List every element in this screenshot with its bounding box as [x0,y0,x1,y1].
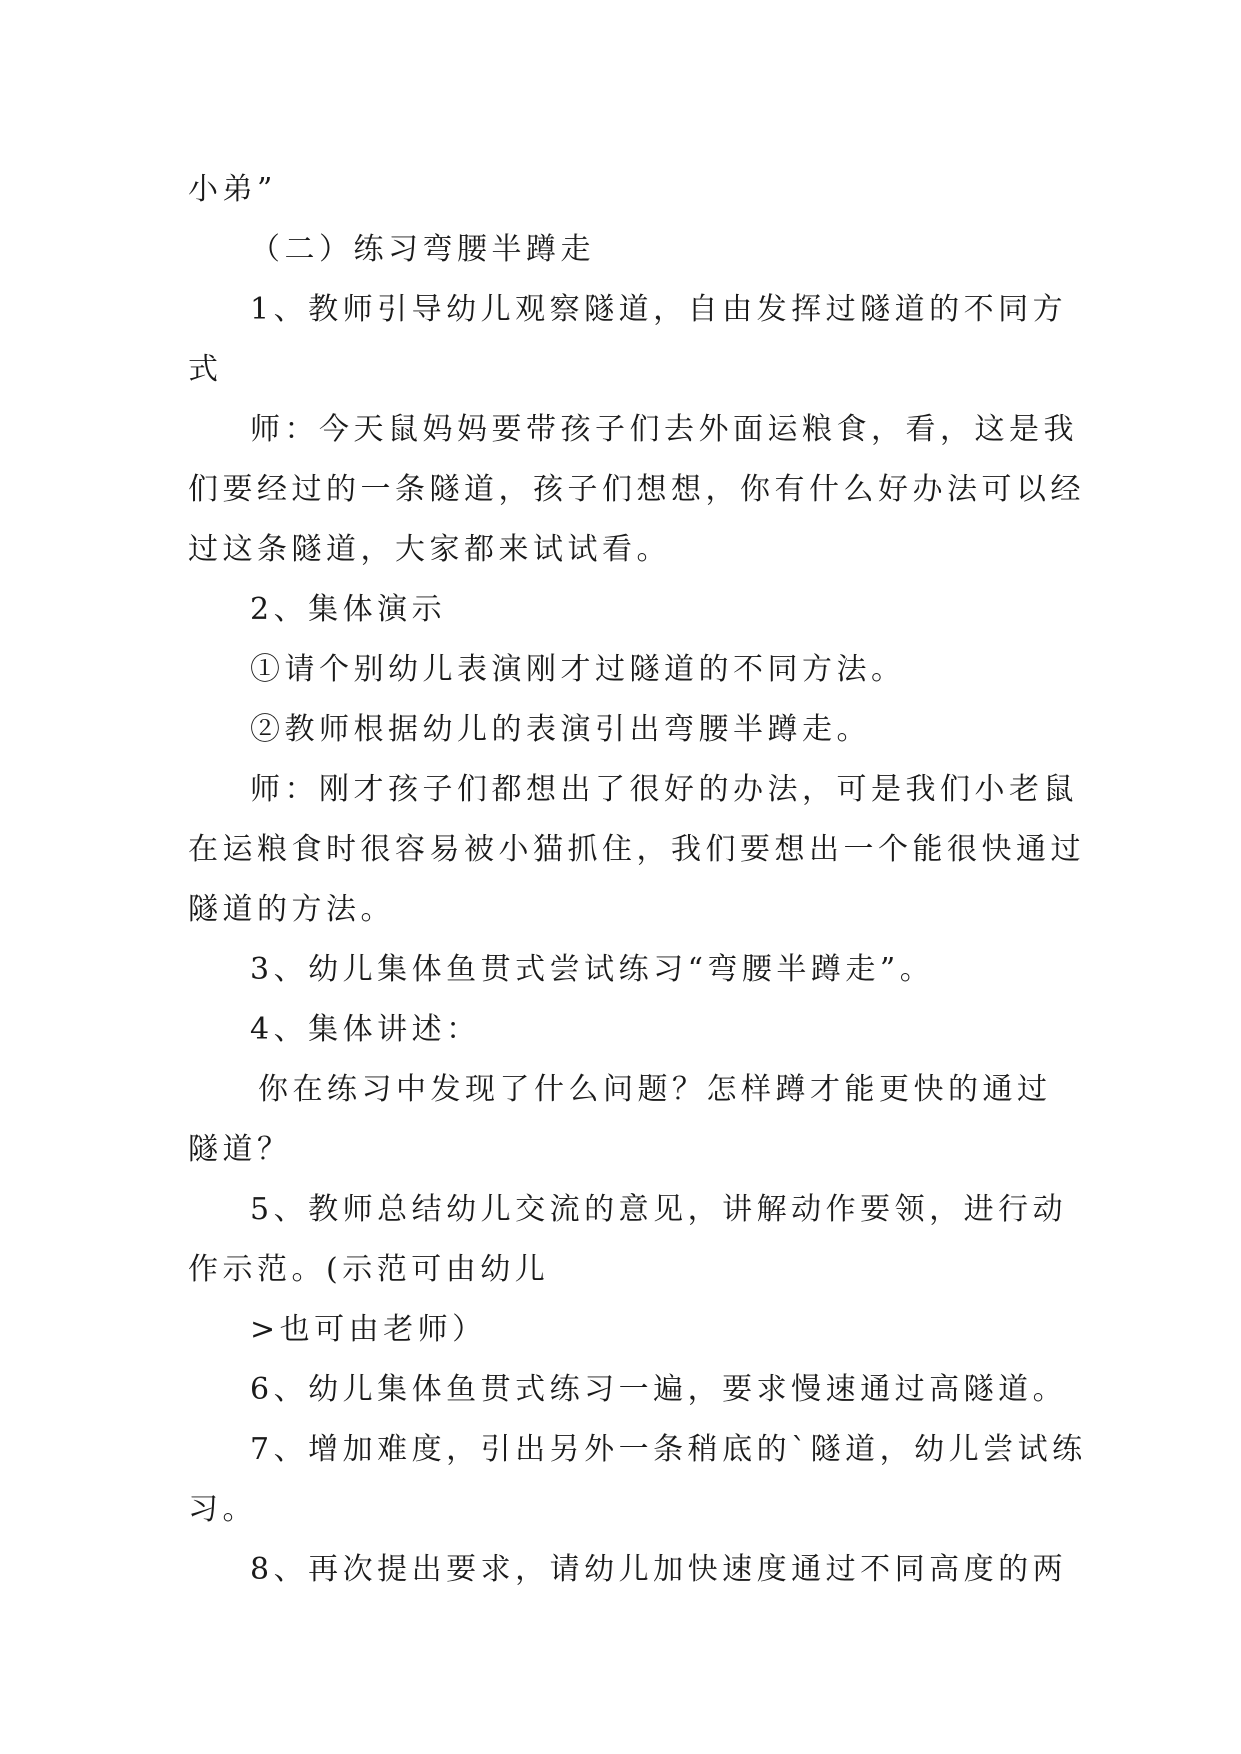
text-line: 隧道？ [188,1132,292,1167]
text-line: 隧道的方法。 [188,892,395,927]
text-line: 过这条隧道，大家都来试试看。 [188,532,671,567]
text-line: 们要经过的一条隧道，孩子们想想，你有什么好办法可以经 [188,472,1085,507]
document-page [188,160,1087,1600]
section-heading: （二）练习弯腰半蹲走 [250,232,595,267]
text-line: 式 [188,352,223,387]
text-line: ①请个别幼儿表演刚才过隧道的不同方法。 [250,652,906,687]
text-line: 习。 [188,1492,257,1527]
text-line: 你在练习中发现了什么问题？怎样蹲才能更快的通过 [258,1072,1052,1107]
text-line: 8、再次提出要求，请幼儿加快速度通过不同高度的两 [250,1552,1068,1587]
text-line: 3、幼儿集体鱼贯式尝试练习“弯腰半蹲走”。 [250,952,935,987]
text-line: ②教师根据幼儿的表演引出弯腰半蹲走。 [250,712,871,747]
text-line: 师：今天鼠妈妈要带孩子们去外面运粮食，看，这是我 [250,412,1078,447]
text-line: 5、教师总结幼儿交流的意见，讲解动作要领，进行动 [250,1192,1068,1227]
text-line: 7、增加难度，引出另外一条稍底的`隧道，幼儿尝试练 [250,1432,1087,1467]
text-line: 1、教师引导幼儿观察隧道，自由发挥过隧道的不同方 [250,292,1068,327]
text-line: >也可由老师） [250,1312,487,1347]
text-line: 师：刚才孩子们都想出了很好的办法，可是我们小老鼠 [250,772,1078,807]
text-line: 作示范。(示范可由幼儿 [188,1252,550,1287]
text-line: 在运粮食时很容易被小猫抓住，我们要想出一个能很快通过 [188,832,1085,867]
text-line: 6、幼儿集体鱼贯式练习一遍，要求慢速通过高隧道。 [250,1372,1068,1407]
text-line: 2、集体演示 [250,592,447,627]
text-line: 小弟” [188,172,277,207]
text-line: 4、集体讲述： [250,1012,481,1047]
